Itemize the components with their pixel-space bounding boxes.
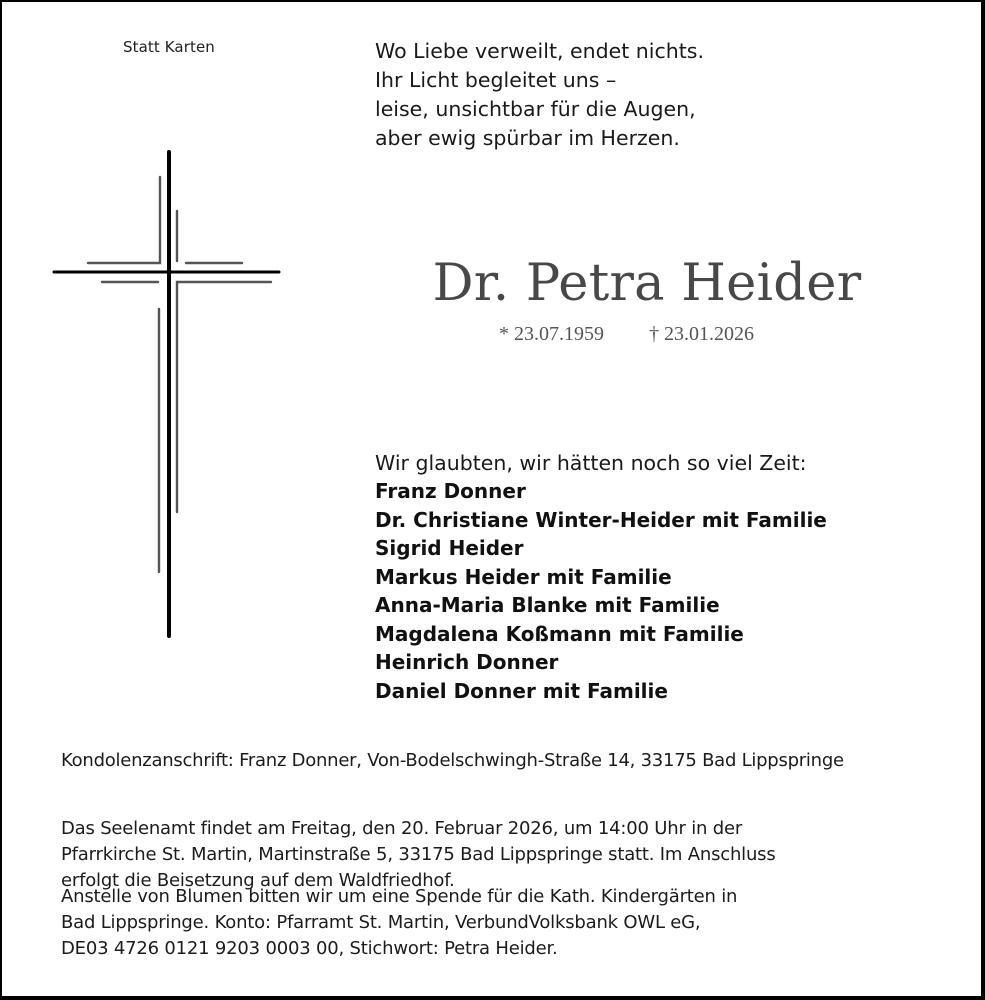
death-date: † 23.01.2026: [649, 323, 754, 345]
funeral-mass-line: Pfarrkirche St. Martin, Martinstraße 5, 33175 Bad Lippspringe statt. Im Anschluss: [61, 844, 776, 865]
donation-line: Anstelle von Blumen bitten wir um eine Spende für die Kath. Kindergärten in: [61, 886, 738, 907]
mourner-name: Sigrid Heider: [375, 536, 524, 560]
statt-karten-label: Statt Karten: [123, 38, 215, 56]
poem-line: aber ewig spürbar im Herzen.: [375, 126, 680, 150]
mourner-name: Magdalena Koßmann mit Familie: [375, 621, 744, 646]
cross-icon: [0, 0, 300, 660]
poem-line: Wo Liebe verweilt, endet nichts.: [375, 39, 704, 63]
condolence-address-text: Kondolenzanschrift: Franz Donner, Von-Bodelschwingh-Straße 14, 33175 Bad Lippspringe: [61, 750, 844, 771]
funeral-mass-line: erfolgt die Beisetzung auf dem Waldfriedhof.: [61, 870, 455, 891]
donation-line: DE03 4726 0121 9203 0003 00, Stichwort: Petra Heider.: [61, 938, 558, 959]
mourner-name: Dr. Christiane Winter-Heider mit Familie: [375, 507, 827, 532]
mourner-name: Heinrich Donner: [375, 650, 559, 674]
funeral-mass-info: [61, 816, 776, 894]
birth-date: * 23.07.1959: [499, 323, 604, 345]
mourner-name: Franz Donner: [375, 479, 526, 503]
donation-line: Bad Lippspringe. Konto: Pfarramt St. Martin, VerbundVolksbank OWL eG,: [61, 912, 701, 933]
condolence-address: [61, 748, 844, 774]
mourners-list: [375, 477, 827, 705]
poem-line: Ihr Licht begleitet uns –: [375, 68, 617, 92]
deceased-name: Dr. Petra Heider: [432, 254, 862, 313]
donation-info: [61, 884, 737, 962]
mourner-name: Daniel Donner mit Familie: [375, 678, 668, 703]
funeral-mass-line: Das Seelenamt findet am Freitag, den 20. Februar 2026, um 14:00 Uhr in der: [61, 818, 743, 839]
mourners-intro: Wir glaubten, wir hätten noch so viel Zeit:: [375, 451, 807, 475]
obituary-card: [2, 2, 981, 996]
mourner-name: Anna-Maria Blanke mit Familie: [375, 593, 720, 617]
poem: [375, 37, 704, 153]
mourner-name: Markus Heider mit Familie: [375, 564, 672, 589]
life-dates: [482, 323, 802, 346]
poem-line: leise, unsichtbar für die Augen,: [375, 97, 696, 121]
